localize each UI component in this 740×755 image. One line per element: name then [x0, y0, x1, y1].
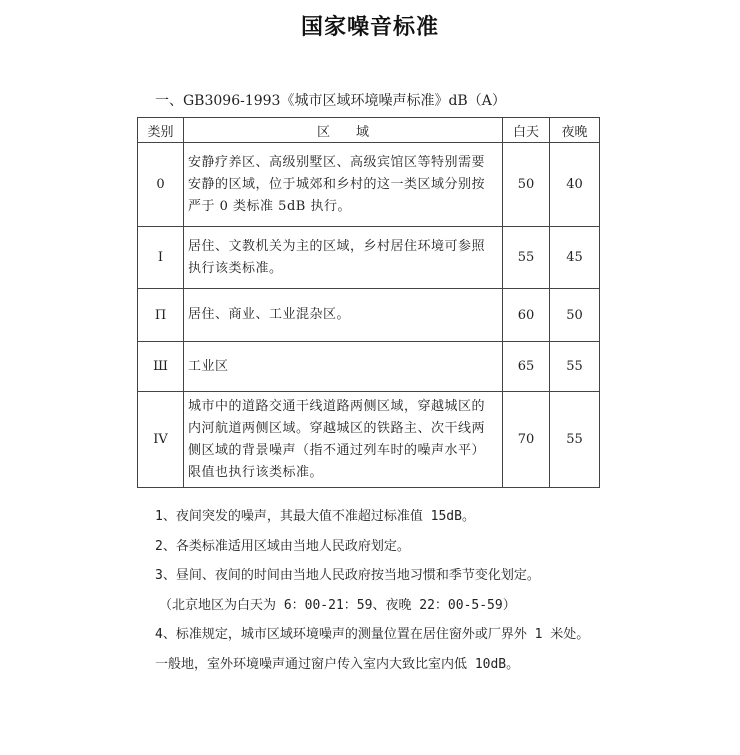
notes-section: [155, 502, 595, 679]
category-cell: 0: [138, 143, 184, 227]
day-limit-cell: 55: [503, 227, 550, 289]
day-limit-cell: 50: [503, 143, 550, 227]
day-limit-cell: 65: [503, 342, 550, 392]
table-row: [138, 227, 600, 289]
section-heading: 一、GB3096-1993《城市区域环境噪声标准》dB（A）: [155, 93, 506, 109]
area-cell: 居住、文教机关为主的区域，乡村居住环境可参照执行该类标准。: [184, 227, 503, 289]
category-cell: Π: [138, 289, 184, 342]
area-cell: 安静疗养区、高级别墅区、高级宾馆区等特别需要安静的区域，位于城郊和乡村的这一类区域分别按严于 0 类标准 5dB 执行。: [184, 143, 503, 227]
header-category: 类别: [138, 118, 184, 143]
note-3-detail: （北京地区为白天为 6：00-21：59、夜晚 22：00-5-59）: [159, 597, 516, 613]
note-1: 1、夜间突发的噪声，其最大值不准超过标准值 15dB。: [155, 509, 475, 524]
table-row: [138, 143, 600, 227]
night-limit-cell: 50: [550, 289, 600, 342]
category-cell: Ш: [138, 342, 184, 392]
table-row: [138, 289, 600, 342]
area-cell: 居住、商业、工业混杂区。: [184, 289, 503, 342]
noise-standard-table: [137, 117, 600, 488]
note-4: 4、标准规定，城市区域环境噪声的测量位置在居住窗外或厂界外 1 米处。一般地，室外环境噪声通过窗户传入室内大致比室内低 10dB。: [155, 627, 590, 672]
table-header-row: [138, 118, 600, 143]
note-3: 3、昼间、夜间的时间由当地人民政府按当地习惯和季节变化划定。: [155, 568, 540, 583]
area-cell: 工业区: [184, 342, 503, 392]
day-limit-cell: 70: [503, 392, 550, 488]
night-limit-cell: 55: [550, 342, 600, 392]
night-limit-cell: 40: [550, 143, 600, 227]
header-area: 区 域: [184, 118, 503, 143]
header-day: 白天: [503, 118, 550, 143]
night-limit-cell: 45: [550, 227, 600, 289]
day-limit-cell: 60: [503, 289, 550, 342]
table-row: [138, 392, 600, 488]
header-night: 夜晚: [550, 118, 600, 143]
night-limit-cell: 55: [550, 392, 600, 488]
table-row: [138, 342, 600, 392]
area-cell: 城市中的道路交通干线道路两侧区域，穿越城区的内河航道两侧区域。穿越城区的铁路主、次干线两侧区域的背景噪声（指不通过列车时的噪声水平）限值也执行该类标准。: [184, 392, 503, 488]
category-cell: IV: [138, 392, 184, 488]
page-title: 国家噪音标准: [300, 15, 439, 40]
category-cell: I: [138, 227, 184, 289]
note-2: 2、各类标准适用区域由当地人民政府划定。: [155, 538, 410, 554]
